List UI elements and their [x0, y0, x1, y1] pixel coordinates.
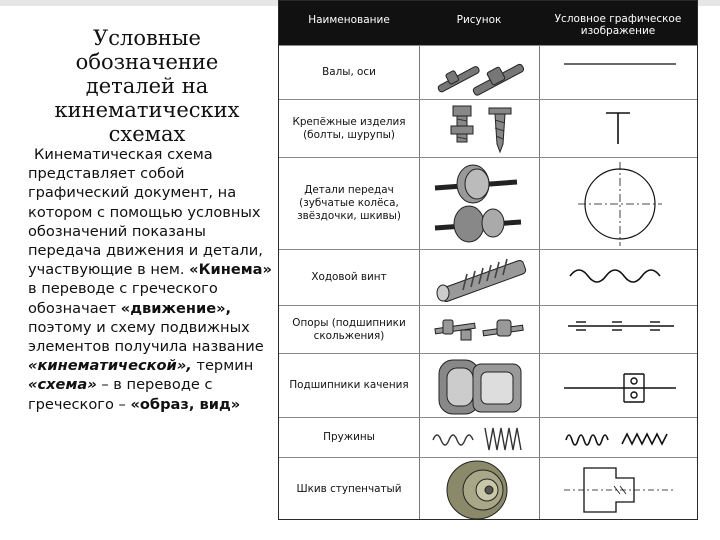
row-name: Шкив ступенчатый — [296, 483, 402, 495]
shaft-axle-picture-icon — [431, 46, 531, 99]
sliding-bearing-symbol-icon — [564, 306, 676, 353]
shaft-symbol-icon — [564, 46, 676, 99]
schema-term: «схема» — [28, 376, 97, 394]
step-pulley-symbol-icon — [564, 458, 676, 521]
title-line: схемах — [108, 122, 186, 146]
kinematic-term: «кинематической», — [28, 357, 192, 375]
table-row — [279, 45, 697, 99]
row-name: Опоры (подшипники скольжения) — [292, 316, 406, 342]
table-row — [279, 417, 697, 457]
rolling-bearing-picture-icon — [431, 354, 531, 417]
sliding-bearing-picture-icon — [431, 306, 531, 353]
table-row — [279, 99, 697, 157]
lead-screw-symbol-icon — [564, 250, 676, 305]
title-line: деталей на — [85, 74, 209, 98]
table-row — [279, 305, 697, 353]
springs-symbol-icon — [564, 418, 676, 457]
fastener-symbol-icon — [564, 100, 676, 157]
rolling-bearing-symbol-icon — [564, 354, 676, 417]
header-name: Наименование — [308, 14, 390, 26]
bolt-screw-picture-icon — [431, 100, 531, 157]
motion-term: «движение», — [120, 299, 232, 317]
kinema-term: «Кинема» — [189, 261, 272, 279]
wheel-symbol-icon — [564, 158, 676, 249]
symbols-table — [278, 0, 698, 520]
table-row — [279, 157, 697, 249]
description-part: поэтому и схему подвижных элементов получила название — [28, 318, 264, 356]
table-row — [279, 457, 697, 521]
description-part: – в переводе с греческого – — [28, 376, 213, 413]
table-header — [279, 1, 697, 45]
step-pulley-picture-icon — [431, 458, 531, 521]
row-name: Ходовой винт — [311, 271, 387, 283]
row-name: Подшипники качения — [289, 379, 409, 391]
description-text — [28, 145, 276, 414]
row-name: Валы, оси — [322, 66, 376, 78]
title-line: кинематических — [54, 98, 240, 122]
springs-picture-icon — [431, 418, 531, 457]
description-part: термин — [196, 357, 254, 375]
row-name: Пружины — [323, 431, 375, 443]
description-part: в переводе с греческого обозначает — [28, 280, 218, 317]
gear-pulley-picture-icon — [431, 158, 531, 249]
title-line: Условные обозначение — [75, 26, 219, 74]
table-row — [279, 249, 697, 305]
term-definition: Кинематическая схема — [34, 146, 213, 163]
slide-title — [22, 26, 272, 146]
description-part: представляет собой графический документ, на котором с помощью условных обозначений показаны передача движения и детали, участвующие в нем. — [28, 165, 263, 279]
header-symbol: Условное графическое изображение — [554, 13, 682, 37]
row-name: Крепёжные изделия (болты, шурупы) — [292, 115, 406, 141]
header-picture: Рисунок — [456, 14, 502, 26]
image-term: «образ, вид» — [130, 395, 241, 413]
table-row — [279, 353, 697, 417]
row-name: Детали передач (зубчатые колёса, звёздочки, шкивы) — [297, 184, 401, 222]
lead-screw-picture-icon — [431, 250, 531, 305]
